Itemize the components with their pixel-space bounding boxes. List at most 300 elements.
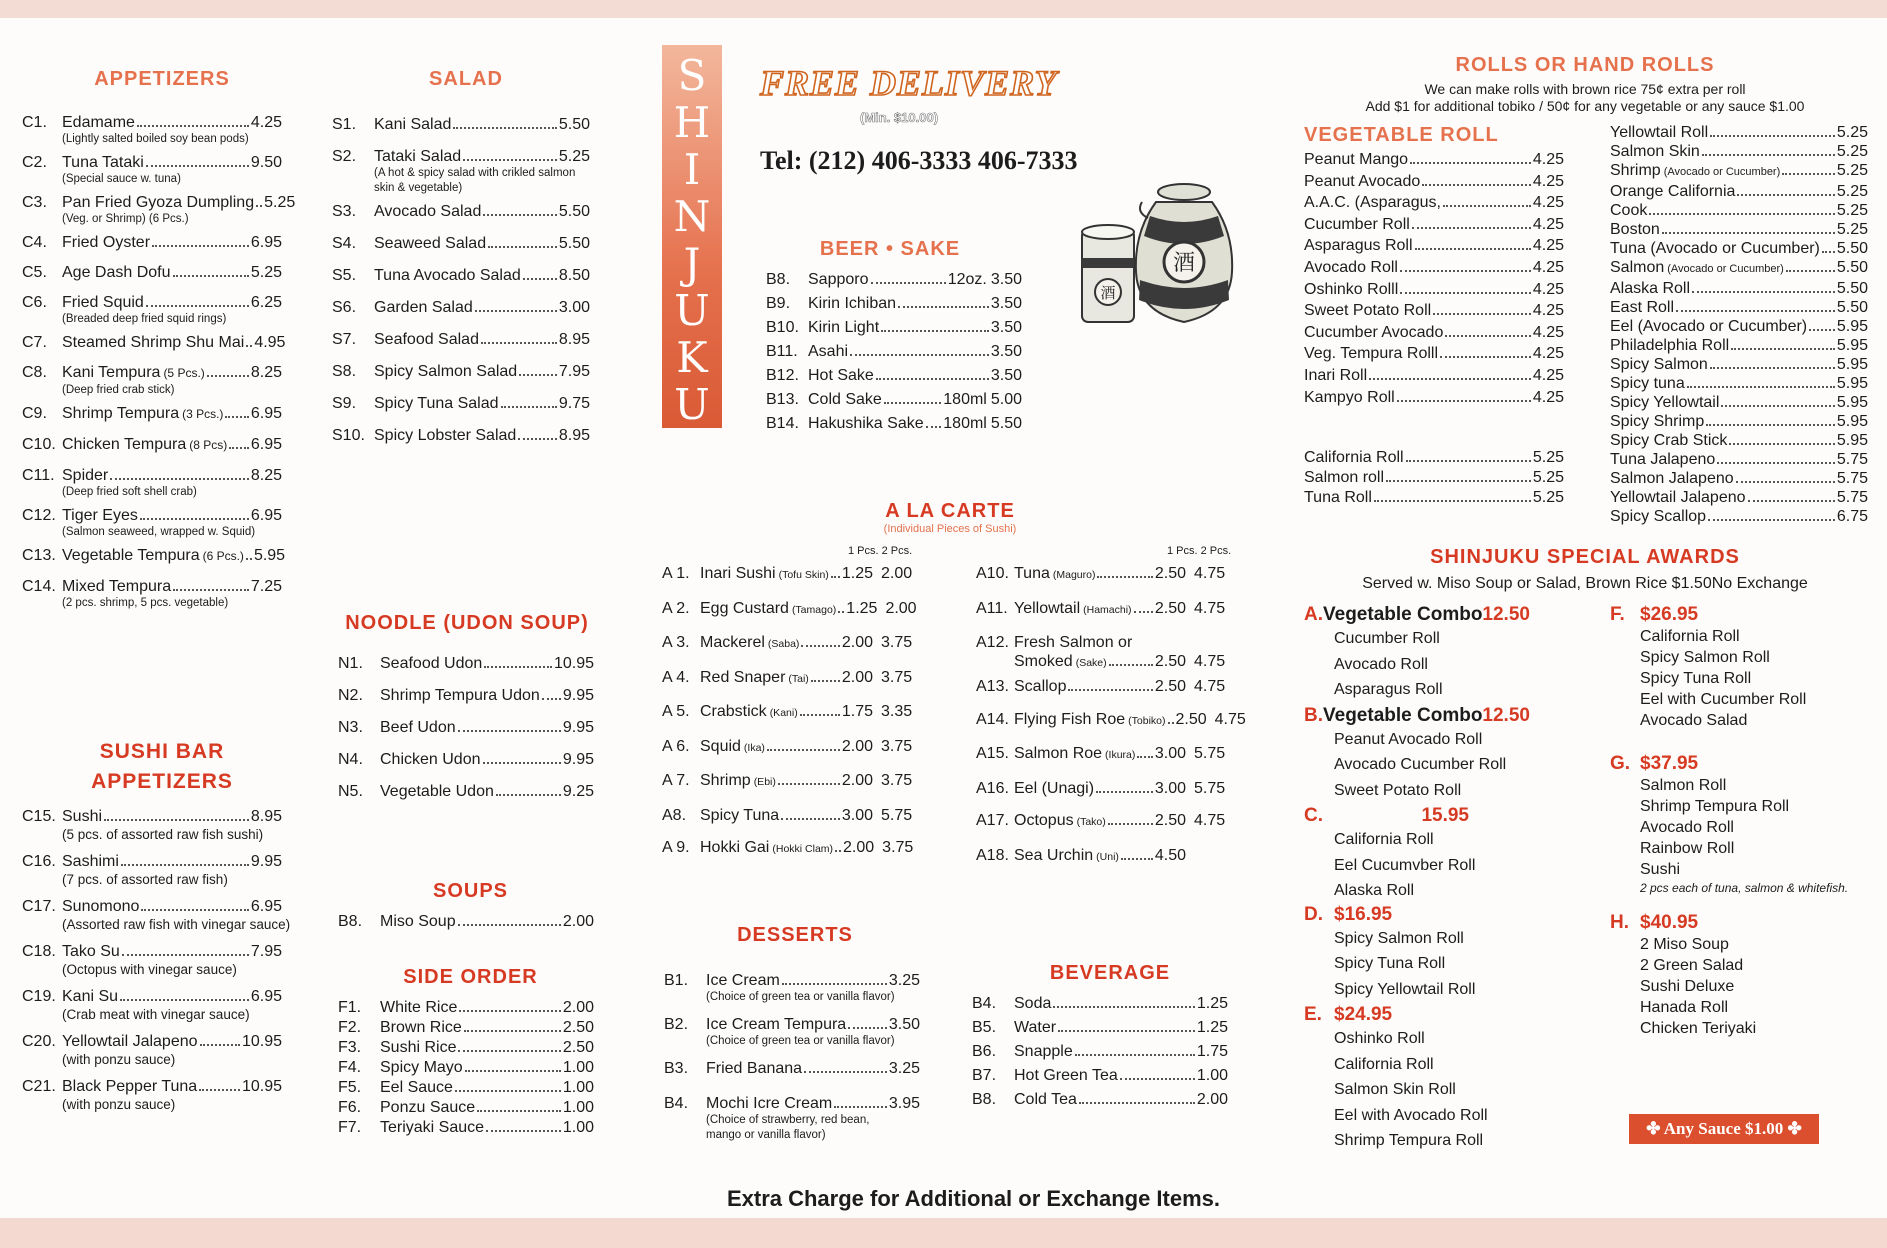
menu-item (1610, 317, 1868, 336)
item-name: Asparagus Roll (1304, 237, 1413, 255)
menu-item-row (338, 998, 594, 1017)
a-la-carte-row (976, 599, 1228, 620)
item-price: 6.95 (250, 436, 282, 453)
item-code: C7. (22, 334, 47, 351)
item-name: Garden Salad (374, 299, 473, 316)
menu-item-row (1610, 412, 1868, 431)
menu-item (22, 546, 286, 566)
banner-letter: N (673, 192, 711, 241)
rolls-note-1: We can make rolls with brown rice 75¢ extra per roll (1424, 81, 1746, 97)
menu-item (1304, 468, 1564, 487)
award-letter: E. (1304, 1004, 1322, 1025)
item-code: A 9. (662, 839, 690, 856)
item-dots (767, 749, 840, 751)
item-code: B8. (766, 271, 791, 288)
item-price: 5.95 (253, 547, 286, 564)
item-name: Inari Roll (1304, 366, 1368, 384)
menu-item-row (338, 912, 594, 931)
menu-item (22, 193, 296, 227)
a-la-carte-row (662, 702, 915, 723)
a-la-carte-item (662, 702, 915, 723)
item-price-2: 5.75 (881, 806, 913, 824)
item-code: C12. (22, 507, 56, 524)
item-dots (1120, 1078, 1195, 1080)
menu-item-row (1610, 431, 1868, 450)
menu-item-row (664, 971, 920, 990)
item-price: 5.25 (1836, 162, 1868, 179)
a-la-carte-row (662, 633, 915, 654)
item-dots (1692, 291, 1835, 293)
award-item: 2 Green Salad (1640, 957, 1744, 974)
item-dots (246, 558, 252, 560)
menu-item-row (338, 750, 594, 769)
menu-item (1610, 123, 1868, 142)
menu-item (332, 362, 590, 381)
item-price: 5.50 (558, 116, 590, 133)
item-price-1: 1.75 (841, 703, 873, 720)
salad-list (332, 115, 590, 458)
item-name: East Roll (1610, 299, 1675, 316)
awards-right (1610, 604, 1870, 1039)
item-price: 5.50 (1836, 280, 1868, 297)
item-price: 5.25 (250, 264, 282, 281)
item-name: Fresh Salmon or (1014, 634, 1133, 651)
item-name: Spicy Scallop (1610, 508, 1707, 525)
item-dots (1075, 1054, 1195, 1056)
item-name: Seafood Salad (374, 331, 479, 348)
veg-roll-title-wrap (1304, 124, 1564, 147)
pcs-header-left: 1 Pcs. 2 Pcs. (848, 545, 913, 557)
menu-item-row (664, 1094, 920, 1113)
menu-item-row (338, 1058, 594, 1077)
menu-item (22, 852, 282, 888)
item-price: 2.00 (1196, 1091, 1228, 1108)
item-price-2: 3.75 (881, 772, 913, 789)
menu-item-row (1610, 201, 1868, 220)
item-small: (Avocado or Cucumber) (1667, 263, 1784, 275)
item-name: Asahi (808, 343, 849, 360)
award-heading (1610, 604, 1870, 626)
item-price-2: 4.75 (1194, 565, 1226, 582)
item-name: Kampyo Roll (1304, 388, 1395, 406)
item-dots (519, 374, 557, 376)
menu-item (22, 942, 282, 978)
award-item: Eel Cucumvber Roll (1334, 856, 1476, 874)
menu-item (1610, 182, 1868, 201)
item-price: 8.95 (558, 427, 590, 444)
awards-header (1300, 546, 1870, 593)
a-la-carte-row (662, 564, 915, 585)
item-name: Vegetable Tempura (62, 547, 200, 564)
a-la-carte-row (976, 633, 1228, 652)
a-la-carte-row (662, 737, 915, 758)
menu-item-row (22, 404, 282, 424)
item-price: 9.25 (562, 783, 594, 800)
menu-item (338, 1018, 594, 1037)
item-dots (1415, 248, 1531, 250)
item-price: 5.95 (1836, 337, 1868, 354)
award-item: Hanada Roll (1640, 999, 1729, 1016)
item-jp-name: (Saba) (767, 638, 800, 650)
menu-item (1610, 488, 1868, 507)
item-price: 8.95 (558, 331, 590, 348)
award-item: Sushi Deluxe (1640, 978, 1735, 995)
item-price: 9.50 (250, 154, 282, 171)
item-small: (Avocado or Cucumber) (1663, 166, 1781, 178)
item-dots (1706, 424, 1835, 426)
menu-item-row (22, 807, 282, 826)
item-name: Sashimi (62, 853, 119, 870)
item-jp-name: (Sake) (1075, 657, 1107, 669)
item-dots (1786, 270, 1835, 272)
menu-item (1304, 301, 1564, 320)
item-price: 3.25 (888, 1060, 920, 1077)
menu-item (332, 330, 590, 349)
item-price: 5.25 (558, 148, 590, 165)
item-code: A17. (976, 812, 1009, 829)
rolls-title: ROLLS OR HAND ROLLS (1455, 54, 1715, 76)
beer-sake-title-wrap (745, 238, 1035, 261)
item-dots (465, 1070, 561, 1072)
item-price: 9.75 (558, 395, 590, 412)
item-name: Avocado Roll (1304, 258, 1398, 276)
item-jp-name: (Ika) (743, 741, 765, 754)
a-la-carte-row (976, 677, 1228, 696)
item-dots (256, 205, 262, 207)
menu-item-row (22, 1032, 282, 1051)
award-item: Eel with Cucumber Roll (1640, 691, 1807, 708)
item-dots (835, 850, 841, 852)
item-price: 1.00 (562, 1079, 594, 1096)
award-heading (1610, 912, 1870, 934)
item-price: 2.00 (562, 999, 594, 1016)
award-item: 2 Miso Soup (1640, 936, 1729, 953)
item-price: 5.25 (1836, 143, 1868, 160)
menu-item-row (22, 435, 282, 455)
award-item: Avocado Roll (1334, 655, 1428, 673)
awards-title: SHINJUKU SPECIAL AWARDS (1430, 546, 1740, 568)
item-name: Ice Cream Tempura (706, 1016, 847, 1033)
item-dots (831, 576, 840, 578)
menu-item (1304, 388, 1564, 407)
item-name: Red Snaper (700, 668, 786, 686)
item-name: Spicy Shrimp (1610, 413, 1705, 430)
menu-item (664, 1094, 920, 1143)
item-note: skin & vegetable) (374, 182, 463, 194)
appetizers-list (22, 113, 296, 611)
menu-item-row (1610, 258, 1868, 279)
award-title: $40.95 (1640, 912, 1699, 933)
item-price: 8.50 (558, 267, 590, 284)
item-jp-name: (Hamachi) (1083, 603, 1132, 616)
item-name: Sushi Rice (380, 1039, 457, 1056)
item-dots (1412, 227, 1531, 229)
menu-item (22, 1032, 282, 1068)
item-qty: (5 Pcs.) (163, 366, 205, 380)
item-price: 3.50 (990, 343, 1022, 360)
award-item: Spicy Yellowtail Roll (1334, 980, 1476, 998)
menu-item-row (1610, 469, 1868, 488)
menu-item-row (1610, 317, 1868, 336)
menu-item (1610, 220, 1868, 239)
item-price: 4.25 (1532, 215, 1564, 233)
menu-item-row (338, 1118, 594, 1137)
item-name: Tuna Tataki (62, 154, 144, 171)
item-price-2: 5.75 (1194, 779, 1226, 797)
item-name: Steamed Shrimp Shu Mai (62, 334, 245, 351)
menu-item-row (1610, 507, 1868, 526)
item-price: 4.25 (1532, 345, 1564, 363)
item-size: 180ml (943, 415, 987, 432)
item-dots (146, 305, 249, 307)
item-price: 6.95 (250, 507, 282, 524)
menu-item (22, 897, 291, 933)
menu-item-row (338, 1018, 594, 1037)
menu-item (22, 153, 282, 187)
menu-item (1304, 172, 1564, 191)
a-la-carte-row (976, 846, 1228, 867)
menu-item-row (766, 270, 1022, 289)
item-price: 1.00 (562, 1059, 594, 1076)
item-dots (1662, 232, 1835, 234)
item-code: C14. (22, 578, 56, 595)
a-la-carte-row (976, 744, 1228, 765)
menu-item-row (972, 1018, 1228, 1037)
award-item: Alaska Roll (1334, 882, 1415, 899)
menu-item (1610, 336, 1868, 355)
item-code: B6. (972, 1043, 997, 1060)
item-note: (Salmon seaweed, wrapped w. Squid) (62, 526, 256, 538)
item-code: A 4. (662, 668, 690, 686)
item-code: N2. (338, 687, 363, 704)
item-price-2: 3.75 (881, 668, 913, 686)
award-item: Spicy Tuna Roll (1334, 955, 1446, 972)
award-heading (1610, 753, 1870, 775)
item-price-1: 2.50 (1154, 565, 1186, 582)
menu-item (1610, 355, 1868, 374)
item-dots (1721, 405, 1834, 407)
item-code: C11. (22, 467, 55, 484)
item-price: 7.25 (250, 578, 282, 595)
item-name: Tako Su (62, 943, 120, 960)
item-dots (1731, 348, 1835, 350)
award-letter: B. (1304, 704, 1323, 726)
item-dots (1400, 270, 1531, 272)
a-la-carte-item (976, 710, 1246, 731)
rolls-header (1300, 54, 1870, 115)
item-jp-name: (Tobiko) (1128, 714, 1166, 727)
item-dots (104, 819, 249, 821)
item-jp-name: (Uni) (1096, 850, 1119, 863)
item-dots (458, 924, 561, 926)
item-price: 6.75 (1836, 508, 1868, 525)
award-heading (1304, 604, 1564, 626)
item-note: (Veg. or Shrimp) (6 Pcs.) (62, 213, 189, 225)
menu-item (972, 994, 1228, 1013)
item-dots (801, 645, 839, 647)
item-code: C9. (22, 405, 47, 422)
menu-item-row (1304, 258, 1564, 277)
item-price-2: 4.75 (1194, 653, 1226, 670)
item-dots (173, 275, 249, 277)
item-price: 1.25 (1196, 995, 1228, 1012)
menu-item (22, 263, 282, 282)
item-price: 5.50 (558, 235, 590, 252)
item-name: Water (1014, 1019, 1057, 1036)
sake-bottle-icon (1078, 172, 1244, 330)
item-qty: (3 Pcs.) (182, 407, 224, 421)
menu-item-row (1304, 488, 1564, 507)
a-la-carte-item (976, 779, 1228, 798)
item-code: C17. (22, 898, 56, 915)
item-price: 4.25 (250, 114, 282, 131)
menu-item (22, 363, 282, 398)
award-item: Shrimp Tempura Roll (1334, 1132, 1484, 1149)
item-name: Sea Urchin (1014, 846, 1094, 864)
item-price: 5.95 (1836, 318, 1868, 335)
a-la-carte-item (662, 599, 915, 620)
menu-item-row (332, 330, 590, 349)
sushi-bar-title (22, 740, 302, 794)
item-price: 1.00 (562, 1119, 594, 1136)
item-dots (1168, 722, 1174, 724)
item-dots (481, 342, 557, 344)
item-name: Yellowtail Jalapeno (1610, 489, 1746, 506)
item-name: California Roll (1304, 449, 1404, 466)
side-order-title-wrap (338, 966, 603, 989)
item-name: Cucumber Avocado (1304, 323, 1444, 341)
menu-item-row (22, 333, 286, 352)
top-band (0, 0, 1887, 18)
menu-item-row (332, 298, 590, 317)
menu-item (332, 394, 590, 413)
menu-item (332, 266, 590, 285)
a-la-carte-item (662, 806, 915, 825)
award-block (1304, 705, 1564, 804)
any-sauce-badge: ✤ Any Sauce $1.00 ✤ (1629, 1114, 1819, 1144)
item-name: Orange California (1610, 183, 1736, 200)
item-price: 5.25 (1836, 202, 1868, 219)
item-code: C15. (22, 808, 56, 825)
menu-item (22, 293, 282, 327)
item-dots (1445, 335, 1531, 337)
item-price: 5.75 (1836, 489, 1868, 506)
menu-item (22, 113, 282, 147)
menu-item-row (22, 546, 286, 566)
menu-item-row (332, 202, 590, 221)
item-price: 5.95 (1836, 394, 1868, 411)
item-code: B5. (972, 1019, 997, 1036)
item-dots (483, 762, 561, 764)
menu-item (766, 414, 1022, 433)
item-price: 9.95 (250, 853, 282, 870)
item-note: (Deep fried crab stick) (62, 384, 175, 396)
item-note: (2 pcs. shrimp, 5 pcs. vegetable) (62, 597, 229, 609)
item-code: A 3. (662, 634, 690, 651)
item-dots (1053, 1006, 1194, 1008)
item-note: mango or vanilla flavor) (706, 1129, 826, 1141)
item-code: A14. (976, 710, 1009, 728)
menu-item-row (332, 234, 590, 253)
item-code: C6. (22, 294, 47, 311)
item-price: 3.95 (888, 1095, 920, 1112)
a-la-carte-header (800, 500, 1100, 535)
award-block (1610, 912, 1870, 1039)
item-price: 3.50 (990, 295, 1022, 312)
item-price: 6.25 (250, 294, 282, 311)
menu-item (1610, 201, 1868, 220)
item-price-1: 3.00 (1154, 779, 1186, 797)
a-la-carte-subtitle: (Individual Pieces of Sushi) (883, 523, 1017, 535)
menu-item (338, 718, 594, 737)
item-dots (898, 306, 989, 308)
item-name: Flying Fish Roe (1014, 710, 1126, 728)
item-code: S6. (332, 299, 357, 316)
item-price: 5.50 (990, 415, 1022, 432)
item-price: 6.95 (250, 898, 282, 915)
award-letter: D. (1304, 903, 1323, 925)
award-price: 12.50 (1482, 604, 1530, 625)
item-name: Cold Sake (808, 391, 882, 408)
item-price: 1.75 (1196, 1043, 1228, 1060)
award-item: California Roll (1334, 831, 1434, 848)
a-la-carte-row (976, 652, 1228, 673)
menu-item (766, 318, 1022, 337)
item-price-2: 5.75 (1194, 745, 1226, 762)
item-code: N5. (338, 783, 363, 800)
item-jp-name: (Tai) (788, 672, 809, 685)
item-price: 5.95 (1836, 375, 1868, 392)
item-price-1: 2.50 (1154, 678, 1186, 695)
veg-roll-title: VEGETABLE ROLL (1304, 124, 1499, 146)
item-dots (475, 310, 557, 312)
item-code: B1. (664, 972, 689, 989)
menu-item-row (1304, 193, 1564, 212)
a-la-carte-row (662, 599, 915, 620)
item-code: B11. (766, 343, 798, 360)
item-name: Spicy Tuna (700, 806, 780, 824)
menu-item-row (1610, 450, 1868, 469)
item-name: Hakushika Sake (808, 415, 924, 432)
menu-item-row (1304, 172, 1564, 191)
menu-item (338, 1078, 594, 1097)
item-code: S7. (332, 331, 357, 348)
item-dots (1097, 576, 1152, 578)
item-name: Spicy Salmon Salad (374, 363, 518, 380)
award-block (1610, 753, 1870, 896)
item-price: 9.95 (562, 719, 594, 736)
award-title: Vegetable Combo (1323, 704, 1483, 726)
menu-item-row (332, 362, 590, 381)
menu-item-row (22, 577, 282, 596)
award-note: 2 pcs each of tuna, salmon & whitefish. (1640, 881, 1849, 895)
menu-item (664, 1015, 920, 1049)
item-dots (1096, 791, 1153, 793)
award-block (1304, 805, 1564, 904)
item-name: Philadelphia Roll (1610, 337, 1730, 354)
menu-item-row (22, 363, 282, 383)
award-item: Sweet Potato Roll (1334, 781, 1462, 799)
menu-item-row (1304, 468, 1564, 487)
item-name: Peanut Avocado (1304, 172, 1421, 190)
item-price: 4.25 (1532, 151, 1564, 168)
menu-item-row (1304, 388, 1564, 407)
item-code: B2. (664, 1016, 689, 1033)
award-block (1304, 604, 1564, 703)
item-name: Salmon Jalapeno (1610, 470, 1734, 487)
item-name: Teriyaki Sauce (380, 1119, 485, 1136)
item-dots (1440, 356, 1531, 358)
